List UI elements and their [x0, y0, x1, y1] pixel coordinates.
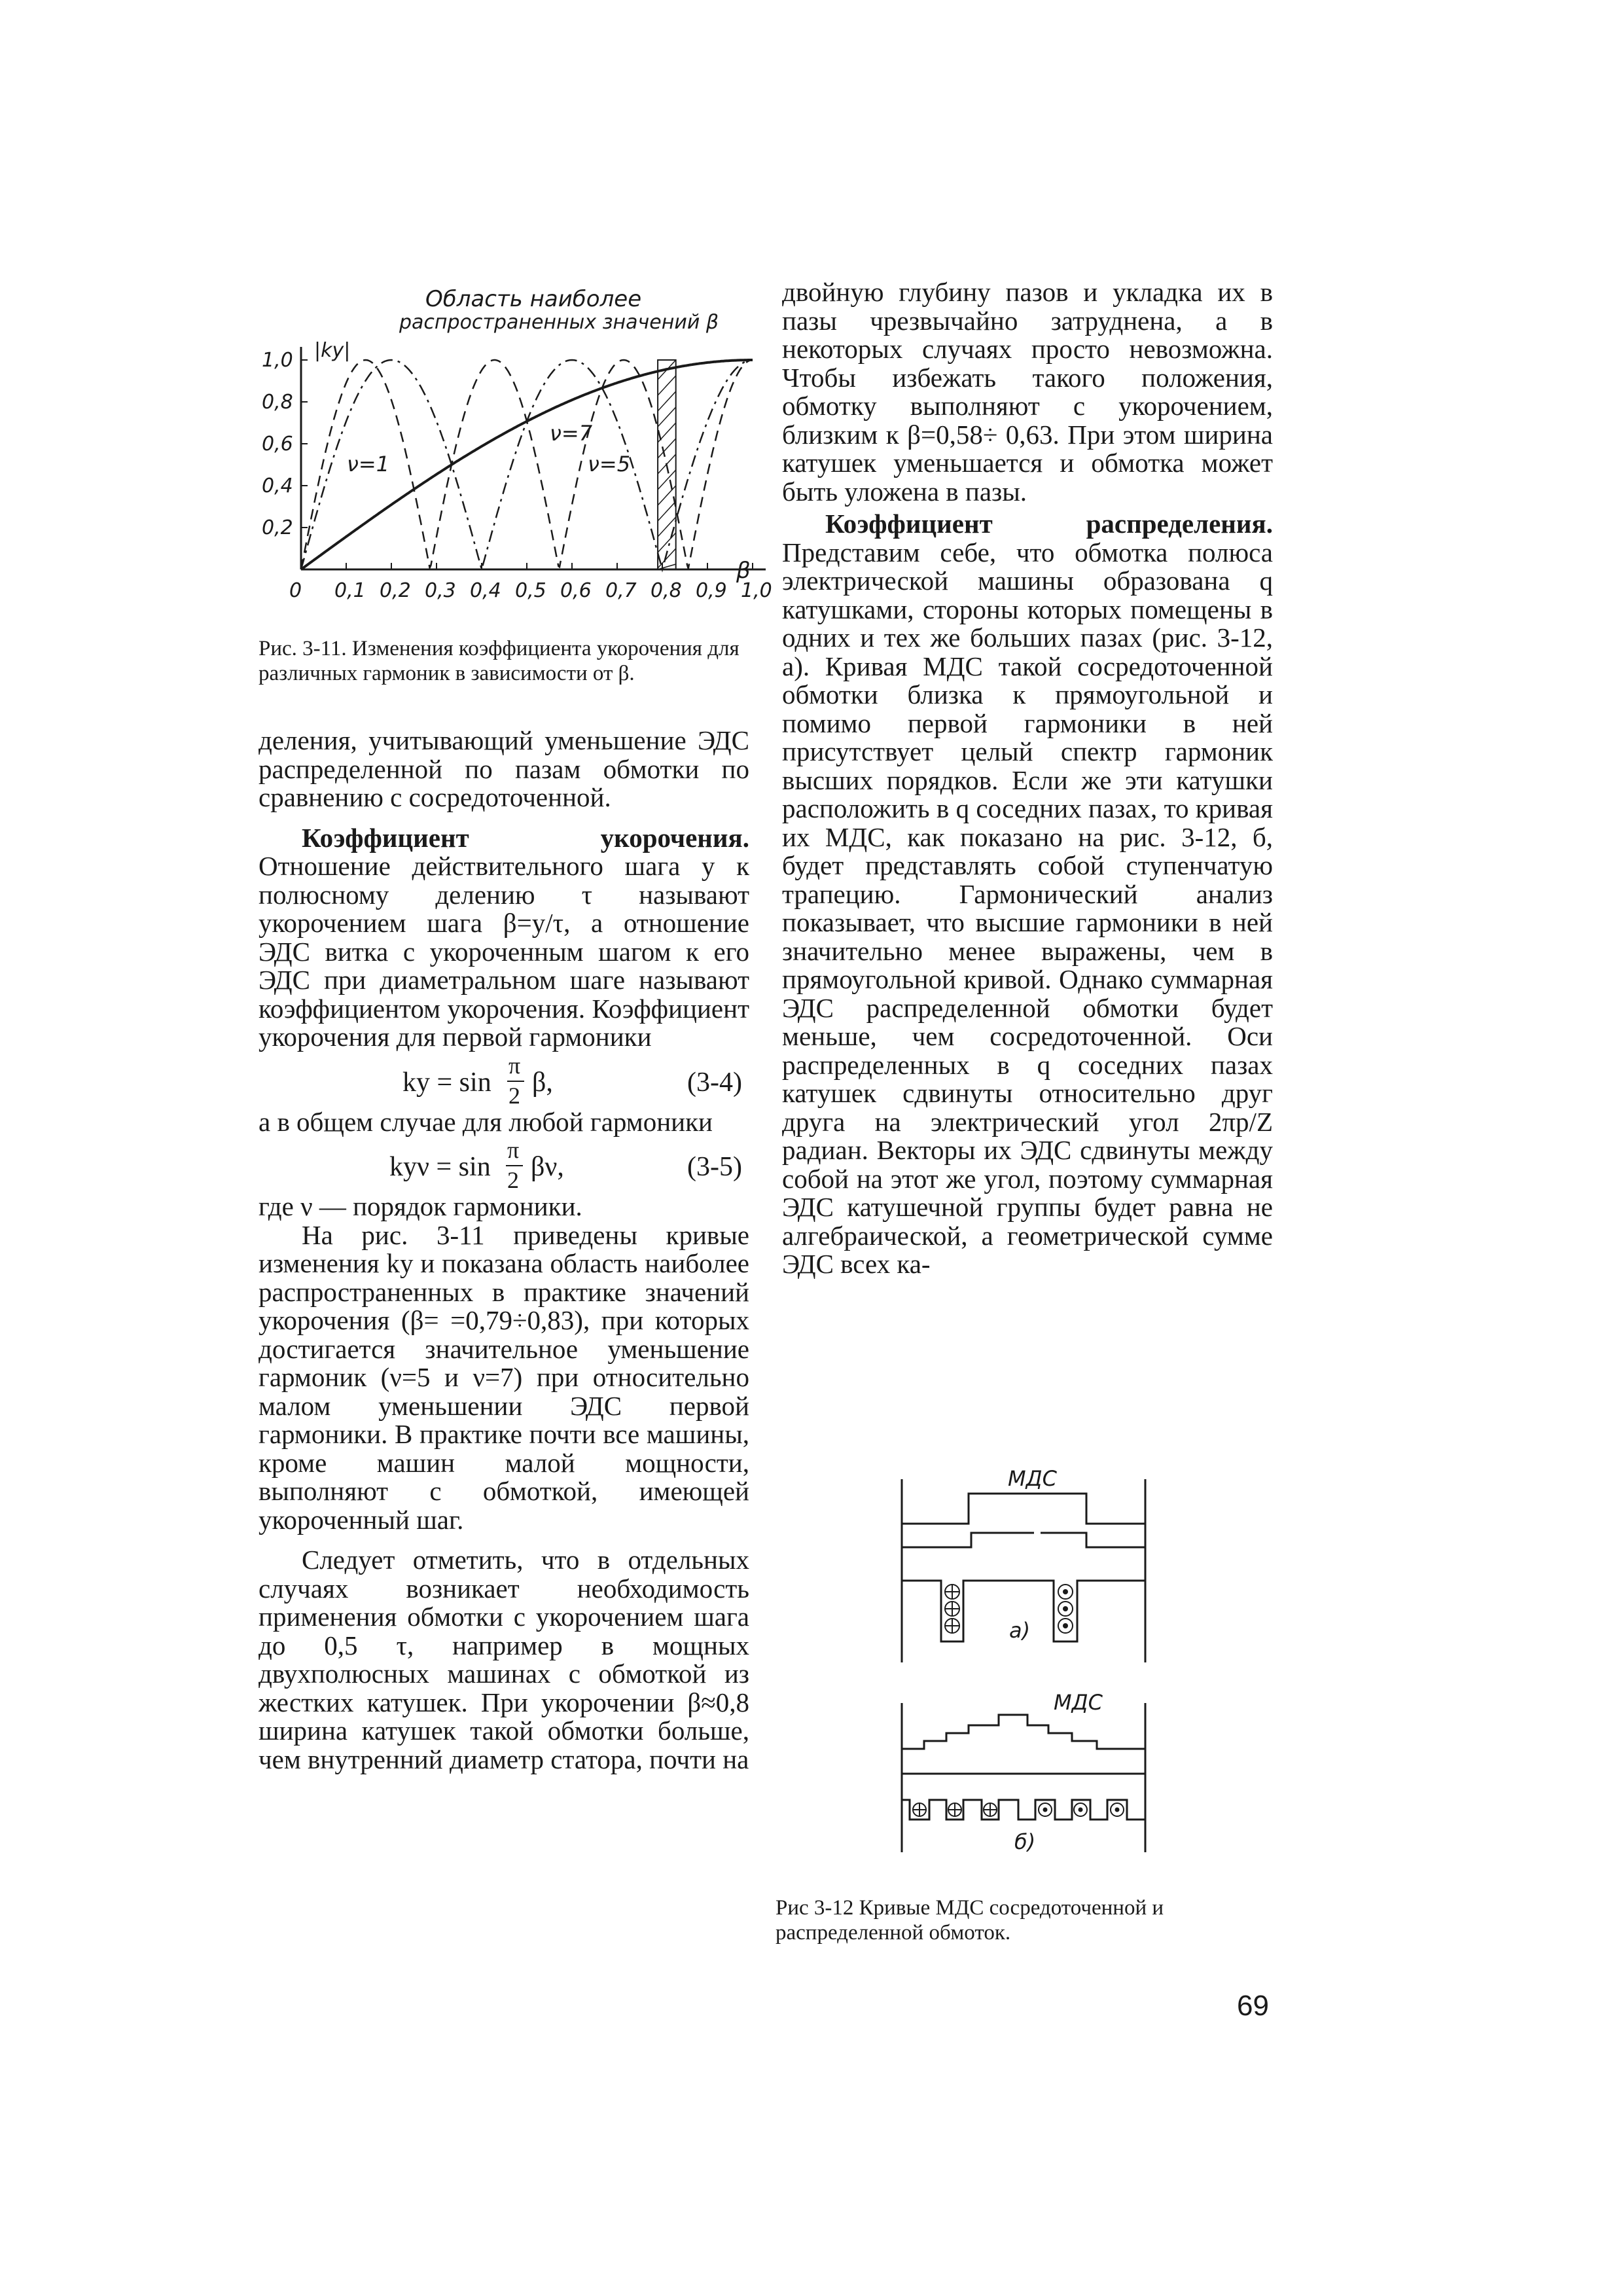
chart-curve-label-nu1: ν=1	[347, 452, 390, 476]
left-para-3: а в общем случае для любой гармоники	[259, 1106, 713, 1137]
left-para-2	[259, 824, 749, 1052]
formula-3-4-rhs: β,	[532, 1067, 553, 1098]
fig-a-dot-marks	[1063, 1589, 1068, 1628]
figure-3-11-chart	[236, 275, 772, 628]
chart-hatch-line	[658, 391, 676, 411]
left-para-1: деления, учитывающий уменьшение ЭДС распределенной по пазам обмотки по сравнению с сосредоточенной.	[259, 725, 749, 812]
fig-b-slots	[902, 1800, 1145, 1820]
left-para-4: где ν — порядок гармоники.	[259, 1191, 582, 1221]
formula-3-4-number: (3-4)	[687, 1067, 742, 1098]
formula-3-5-number: (3-5)	[687, 1152, 742, 1182]
fig-b-sublabel: б)	[1014, 1829, 1036, 1854]
chart-y-tick-label: 1,0	[262, 349, 293, 372]
formula-3-5-rhs: βν,	[531, 1152, 564, 1182]
chart-hatch-line	[658, 376, 676, 395]
chart-x-axis-label: β	[736, 558, 751, 584]
left-column	[259, 726, 749, 1774]
chart-x-tick-label: 0,4	[470, 579, 501, 602]
chart-x-tick-label: 0,1	[334, 579, 366, 602]
heading-shortening-coefficient: Коэффициент укорочения.	[302, 822, 749, 853]
chart-x-tick-label: 0,2	[380, 579, 411, 602]
formula-3-4-num: π	[508, 1052, 521, 1079]
formula-3-5-lhs: kуν = sin	[389, 1152, 491, 1182]
formula-3-4	[259, 1052, 749, 1108]
chart-hatch-line	[658, 533, 676, 552]
chart-hatch-line	[658, 501, 676, 521]
right-para-1: двойную глубину пазов и укладка их в пазы чрезвычайно затруднена, а в некоторых случаях просто невозможна. Чтобы избежать такого положения, обмотку выполняют с укорочением, близким к β=0,58÷ 0,63. При этом ширина катушек уменьшается и обмотка может быть уложена в пазы.	[782, 277, 1273, 507]
chart-region-label-line1: Область наиболее	[425, 286, 642, 312]
chart-y-tick-label: 0,8	[262, 391, 293, 414]
formula-3-5-num: π	[507, 1137, 520, 1163]
chart-y-axis-label: |kу|	[314, 339, 351, 362]
right-para-2-body: Представим себе, что обмотка полюса электрической машины образована q катушками, стороны которых помещены в одних и тех же больших пазах (рис. 3-12, а). Кривая МДС такой сосредоточенной обмотки близка к прямоугольной и помимо первой гармоники в ней присутствует целый спектр гармоник высших порядков. Если же эти катушки расположить в q соседних пазах, то кривая их МДС, как показано на рис. 3-12, б, будет представлять собой ступенчатую трапецию. Гармонический анализ показывает, что высшие гармоники в ней значительно менее выражены, чем в прямоугольной кривой. Однако суммарная ЭДС распределенной обмотки будет меньше, чем сосредоточенной. Оси распределенных в q соседних пазах катушек сдвинуты относительно друг друга на электрический угол 2πp/Z радиан. Векторы их ЭДС сдвинуты между собой на этот же угол, поэтому суммарная ЭДС катушечной группы будет равна не алгебраической, а геометрической сумме ЭДС всех ка-	[782, 537, 1273, 1279]
heading-distribution-coefficient: Коэффициент распределения.	[825, 509, 1273, 539]
figure-3-12-caption: Рис 3-12 Кривые МДС сосредоточенной и распределенной обмоток.	[776, 1896, 1164, 1945]
left-para-2-body: Отношение действительного шага y к полюсному делению τ называют укорочением шага β=y/τ, а отношение ЭДС витка с укороченным шагом к его ЭДС при диаметральном шаге называют коэффициентом укорочения. Коэффициент укорочения для первой гармоники	[259, 851, 749, 1052]
chart-hatch-line	[658, 517, 676, 537]
formula-3-5	[259, 1136, 749, 1193]
chart-curve-label-nu5: ν=5	[588, 452, 631, 476]
chart-x-tick-label: 0,9	[696, 579, 727, 602]
chart-x-tick-label: 0	[289, 579, 302, 602]
fig-a-sublabel: а)	[1009, 1618, 1031, 1643]
chart-x-tick-label: 0,6	[560, 579, 592, 602]
fig-a-mmf-curve-lower	[902, 1533, 1034, 1547]
chart-y-tick-label: 0,4	[262, 475, 293, 497]
fig-a-mmf-curve	[902, 1494, 1145, 1524]
chart-hatch-line	[658, 486, 676, 505]
page-number: 69	[1237, 1990, 1269, 2022]
chart-x-tick-label: 0,3	[425, 579, 456, 602]
chart-x-tick-label: 0,7	[605, 579, 637, 602]
fig-b-mmf-label: МДС	[1054, 1690, 1103, 1715]
figure-3-12-diagram	[890, 1466, 1165, 1872]
chart-x-tick-label: 1,0	[741, 579, 772, 602]
chart-curve-label-nu7: ν=7	[550, 421, 593, 446]
left-para-5: На рис. 3-11 приведены кривые изменения kу и показана область наиболее распространенных в практике значений укорочения (β= =0,79÷0,83), при которых достигается значительное уменьшение гармоник (ν=5 и ν=7) при относительно малом уменьшении ЭДС первой гармоники. В практике почти все машины, кроме машин малой мощности, выполняют с обмоткой, имеющей укороченный шаг.	[259, 1219, 749, 1535]
fig-b-mmf-curve	[902, 1715, 1145, 1749]
formula-3-4-den: 2	[508, 1082, 520, 1109]
left-para-6: Следует отметить, что в отдельных случаях возникает необходимость применения обмотки с укорочением шага до 0,5 τ, например в мощных двухполюсных машинах с обмоткой из жестких катушек. При укорочении β≈0,8 ширина катушек такой обмотки больше, чем внутренний диаметр статора, почти на	[259, 1545, 749, 1774]
chart-hatch-line	[658, 439, 676, 458]
right-column	[782, 278, 1273, 1279]
fig-a-mmf-curve-lower-right	[1041, 1533, 1145, 1547]
chart-x-tick-label: 0,8	[651, 579, 682, 602]
formula-3-5-den: 2	[507, 1167, 519, 1193]
formula-3-4-lhs: kу = sin	[402, 1067, 491, 1098]
chart-x-tick-label: 0,5	[515, 579, 546, 602]
figure-3-11-caption: Рис. 3-11. Изменения коэффициента укорочения для различных гармоник в зависимости от β.	[259, 637, 740, 685]
chart-region-label-line2: распространенных значений β	[399, 311, 719, 334]
chart-hatch-line	[658, 470, 676, 490]
chart-y-tick-label: 0,2	[262, 516, 293, 539]
chart-hatch-line	[658, 407, 676, 427]
chart-y-tick-label: 0,6	[262, 433, 293, 456]
right-para-2	[782, 510, 1273, 1279]
fig-a-mmf-label: МДС	[1008, 1466, 1057, 1491]
